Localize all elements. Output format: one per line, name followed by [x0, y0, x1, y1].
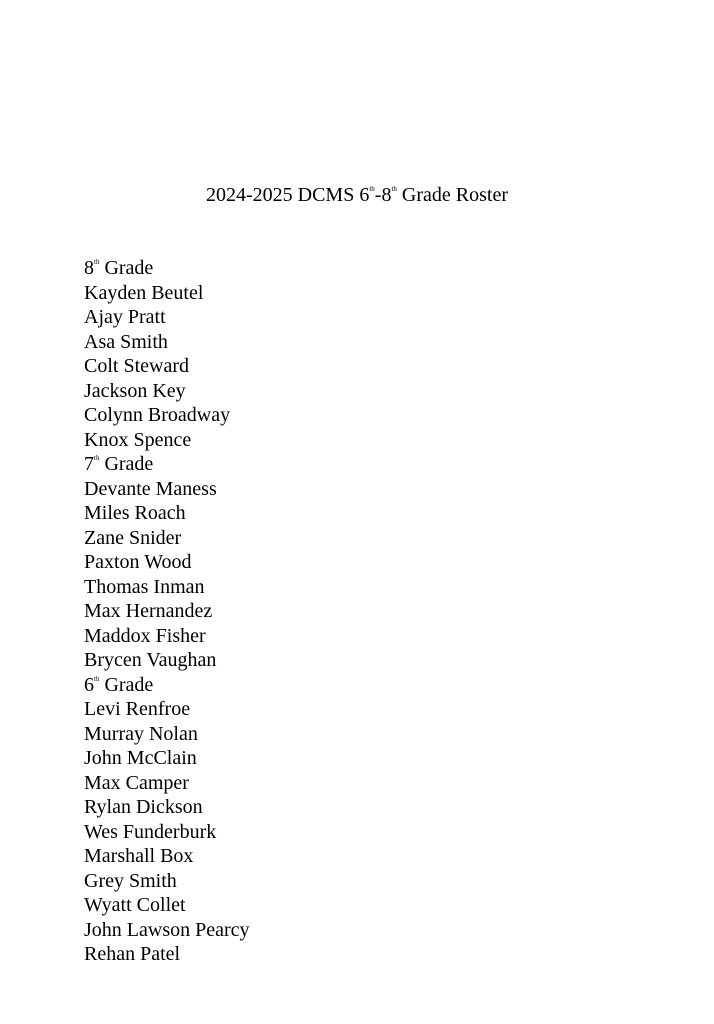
roster-list: [84, 256, 250, 967]
student-name: Kayden Beutel: [84, 281, 204, 304]
student-name: Brycen Vaughan: [84, 649, 217, 671]
student-name: Wyatt Collet: [84, 894, 186, 916]
grade-label: Grade: [99, 453, 154, 475]
student-name: Marshall Box: [84, 845, 194, 867]
student-name: Murray Nolan: [84, 722, 198, 745]
student-name: Ajay Pratt: [84, 306, 166, 328]
grade-number: 6: [84, 673, 94, 696]
title-text-start: 2024-2025 DCMS 6: [205, 184, 370, 206]
grade-superscript: th: [94, 258, 100, 266]
grade-number: 8: [84, 257, 94, 279]
student-name: Devante Maness: [84, 477, 217, 500]
student-name: Paxton Wood: [84, 551, 192, 573]
grade-heading: [84, 256, 250, 281]
student-name: Grey Smith: [84, 869, 177, 892]
student-name: Max Camper: [84, 771, 189, 794]
grade-label: Grade: [99, 257, 154, 279]
student-name: Knox Spence: [84, 428, 192, 451]
student-name: Miles Roach: [84, 502, 186, 524]
student-name: Rehan Patel: [84, 943, 181, 965]
title-text-end: Grade Roster: [396, 184, 508, 206]
grade-number: 7: [84, 453, 94, 475]
grade-heading: [84, 673, 250, 698]
student-name: Asa Smith: [84, 330, 168, 353]
student-name: Zane Snider: [84, 526, 182, 549]
student-name: Wes Funderburk: [84, 820, 217, 843]
student-name: Thomas Inman: [84, 575, 205, 598]
student-name: John McClain: [84, 747, 197, 769]
student-name: Colt Steward: [84, 355, 189, 377]
student-name: Max Hernandez: [84, 600, 213, 622]
document-title: [0, 180, 714, 210]
grade-superscript: th: [94, 454, 100, 462]
grade-superscript: th: [94, 674, 100, 683]
student-name: John Lawson Pearcy: [84, 918, 250, 941]
student-name: Rylan Dickson: [84, 796, 203, 818]
student-name: Levi Renfroe: [84, 698, 191, 720]
grade-label: Grade: [99, 673, 154, 696]
student-name: Colynn Broadway: [84, 404, 231, 426]
student-name: Maddox Fisher: [84, 624, 206, 647]
grade-heading: [84, 452, 250, 477]
title-superscript-1: th: [369, 185, 375, 193]
title-superscript-2: th: [391, 185, 397, 193]
student-name: Jackson Key: [84, 379, 186, 402]
title-text-middle: -8: [374, 184, 392, 206]
